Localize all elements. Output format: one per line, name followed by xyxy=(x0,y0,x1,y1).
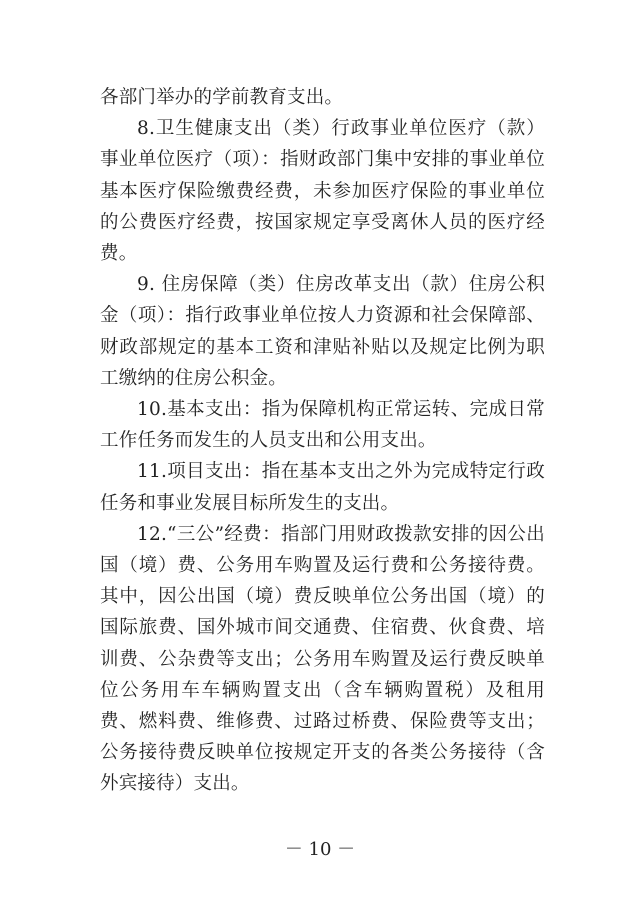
paragraph-preschool-continuation: 各部门举办的学前教育支出。 xyxy=(100,87,344,108)
paragraph-three-public-expenses: 12.“三公”经费：指部门用财政拨款安排的因公出国（境）费、公务用车购置及运行费和公务接待费。其中，因公出国（境）费反映单位公务出国（境）的国际旅费、国外城市间交通费、住宿费、伙食费、培训费、公杂费等支出；公务用车购置及运行费反映单位公务用车车辆购置支出（含车辆购置税）及租用费、燃料费、维修费、过路过桥费、保险费等支出；公务接待费反映单位按规定开支的各类公务接待（含外宾接待）支出。 xyxy=(100,523,545,795)
body-text xyxy=(100,82,545,800)
paragraph-housing-security: 9. 住房保障（类）住房改革支出（款）住房公积金（项）：指行政事业单位按人力资源和社会保障部、财政部规定的基本工资和津贴补贴以及规定比例为职工缴纳的住房公积金。 xyxy=(100,274,545,389)
paragraph-project-expenditure: 11.项目支出：指在基本支出之外为完成特定行政任务和事业发展目标所发生的支出。 xyxy=(100,461,545,514)
paragraph-health-expenditure: 8.卫生健康支出（类）行政事业单位医疗（款）事业单位医疗（项）：指财政部门集中安排的事业单位基本医疗保险缴费经费，未参加医疗保险的事业单位的公费医疗经费，按国家规定享受离休人员的医疗经费。 xyxy=(100,118,545,265)
paragraph-basic-expenditure: 10.基本支出：指为保障机构正常运转、完成日常工作任务而发生的人员支出和公用支出。 xyxy=(100,399,545,452)
page-number: － 10 － xyxy=(284,839,356,860)
